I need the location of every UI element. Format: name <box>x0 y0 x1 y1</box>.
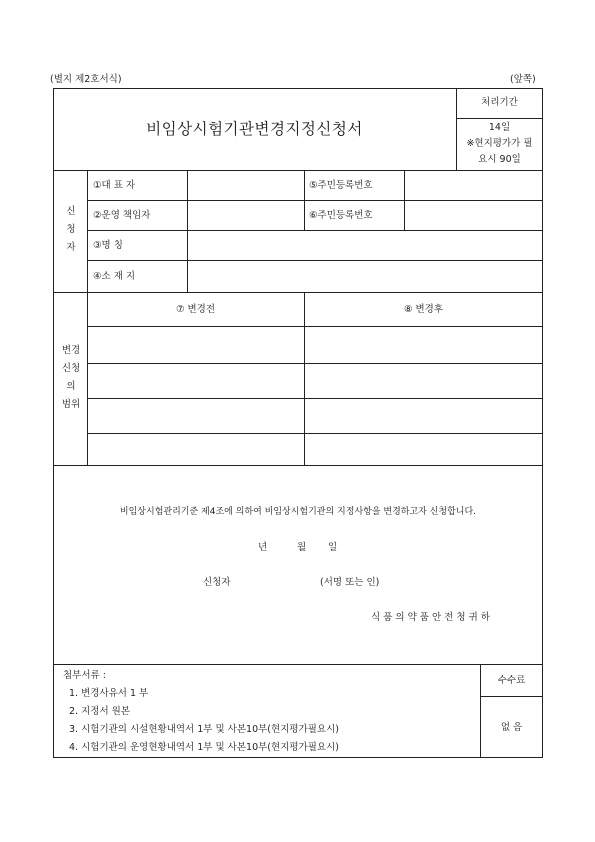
fee-value: 없 음 <box>500 722 523 733</box>
before-change-field[interactable] <box>88 364 303 397</box>
representative-id-field[interactable] <box>405 171 542 199</box>
date-day-label: 일 <box>328 542 338 553</box>
manager-field[interactable] <box>188 201 303 229</box>
name-label: ③명 칭 <box>93 240 123 251</box>
before-change-field[interactable] <box>88 399 303 432</box>
before-change-field[interactable] <box>88 327 303 362</box>
after-change-field[interactable] <box>305 399 542 432</box>
manager-id-label: ⑥주민등록번호 <box>309 210 373 221</box>
address-field[interactable] <box>188 261 542 291</box>
before-change-field[interactable] <box>88 434 303 464</box>
attachment-item: 3. 시험기관의 시설현황내역서 1부 및 사본10부(현지평가필요시) <box>69 724 339 735</box>
name-field[interactable] <box>188 231 542 259</box>
representative-id-label: ⑤주민등록번호 <box>309 180 373 191</box>
signature-note: (서명 또는 인) <box>320 577 380 588</box>
manager-id-field[interactable] <box>405 201 542 229</box>
processing-days: 14일 <box>488 122 511 133</box>
after-change-field[interactable] <box>305 364 542 397</box>
form-number: (별지 제2호서식) <box>50 74 122 85</box>
processing-note-line1: ※현지평가가 필 <box>466 138 533 149</box>
applicant-signature-label: 신청자 <box>203 577 231 588</box>
attachments-label: 첨부서류 : <box>63 670 106 681</box>
after-change-field[interactable] <box>305 327 542 362</box>
form-title: 비임상시험기관변경지정신청서 <box>146 120 363 138</box>
attachment-item: 1. 변경사유서 1 부 <box>69 688 149 699</box>
address-label: ④소 재 지 <box>93 271 136 282</box>
before-change-header: ⑦ 변경전 <box>175 304 216 315</box>
after-change-field[interactable] <box>305 434 542 464</box>
after-change-header: ⑧ 변경후 <box>403 304 444 315</box>
application-statement: 비임상시험관리기준 제4조에 의하여 비임상시험기관의 지정사항을 변경하고자 신청합니다. <box>119 507 477 517</box>
attachment-item: 2. 지정서 원본 <box>69 706 130 717</box>
date-month-label: 월 <box>297 542 307 553</box>
processing-period-label: 처리기간 <box>481 97 518 108</box>
fee-label: 수수료 <box>497 675 526 686</box>
manager-label: ②운영 책임자 <box>93 210 151 221</box>
recipient-label: 식 품 의 약 품 안 전 청 귀 하 <box>371 612 490 623</box>
page-side-label: (앞쪽) <box>510 74 536 85</box>
representative-field[interactable] <box>188 171 303 199</box>
processing-note-line2: 요시 90일 <box>478 154 521 165</box>
representative-label: ①대 표 자 <box>93 180 136 191</box>
date-year-label: 년 <box>258 542 268 553</box>
attachment-item: 4. 시험기관의 운영현황내역서 1부 및 사본10부(현지평가필요시) <box>69 742 339 753</box>
